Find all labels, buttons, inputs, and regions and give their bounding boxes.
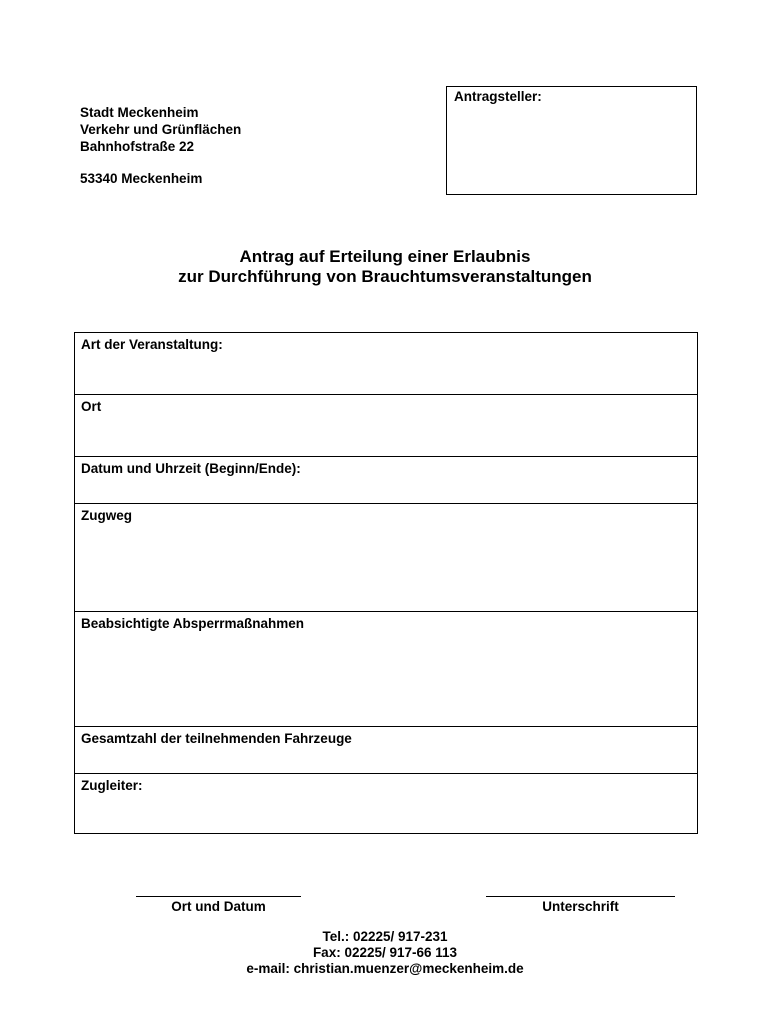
recipient-address — [80, 104, 241, 187]
applicant-box[interactable] — [446, 86, 697, 195]
place-date-label: Ort und Datum — [171, 899, 266, 914]
recipient-line-1: Stadt Meckenheim — [80, 105, 199, 120]
signature-label: Unterschrift — [542, 899, 619, 914]
form-title-line-1: Antrag auf Erteilung einer Erlaubnis — [239, 247, 531, 266]
recipient-line-4: 53340 Meckenheim — [80, 171, 203, 186]
field-datum-uhrzeit[interactable] — [75, 457, 697, 504]
field-art-der-veranstaltung[interactable] — [75, 333, 697, 395]
field-label: Zugleiter: — [81, 778, 143, 793]
field-ort[interactable] — [75, 395, 697, 457]
field-gesamtzahl-fahrzeuge[interactable] — [75, 727, 697, 774]
signature-line[interactable] — [486, 896, 675, 897]
field-zugleiter[interactable] — [75, 774, 697, 833]
field-label: Zugweg — [81, 508, 132, 523]
recipient-line-3: Bahnhofstraße 22 — [80, 139, 195, 154]
place-date-line[interactable] — [136, 896, 301, 897]
applicant-label: Antragsteller: — [454, 89, 542, 104]
field-absperrmassnahmen[interactable] — [75, 612, 697, 727]
contact-email: e-mail: christian.muenzer@meckenheim.de — [246, 961, 524, 976]
form-title-line-2: zur Durchführung von Brauchtumsveranstaltungen — [178, 267, 592, 286]
form-title — [0, 247, 770, 287]
field-label: Datum und Uhrzeit (Beginn/Ende): — [81, 461, 301, 476]
contact-tel: Tel.: 02225/ 917-231 — [322, 929, 448, 944]
contact-fax: Fax: 02225/ 917-66 113 — [312, 945, 458, 960]
contact-info — [0, 929, 770, 977]
field-label: Art der Veranstaltung: — [81, 337, 223, 352]
field-label: Beabsichtigte Absperrmaßnahmen — [81, 616, 305, 631]
field-label: Gesamtzahl der teilnehmenden Fahrzeuge — [81, 731, 352, 746]
field-zugweg[interactable] — [75, 504, 697, 612]
form-table — [74, 332, 698, 834]
recipient-line-2: Verkehr und Grünflächen — [80, 122, 242, 137]
field-label: Ort — [81, 399, 102, 414]
